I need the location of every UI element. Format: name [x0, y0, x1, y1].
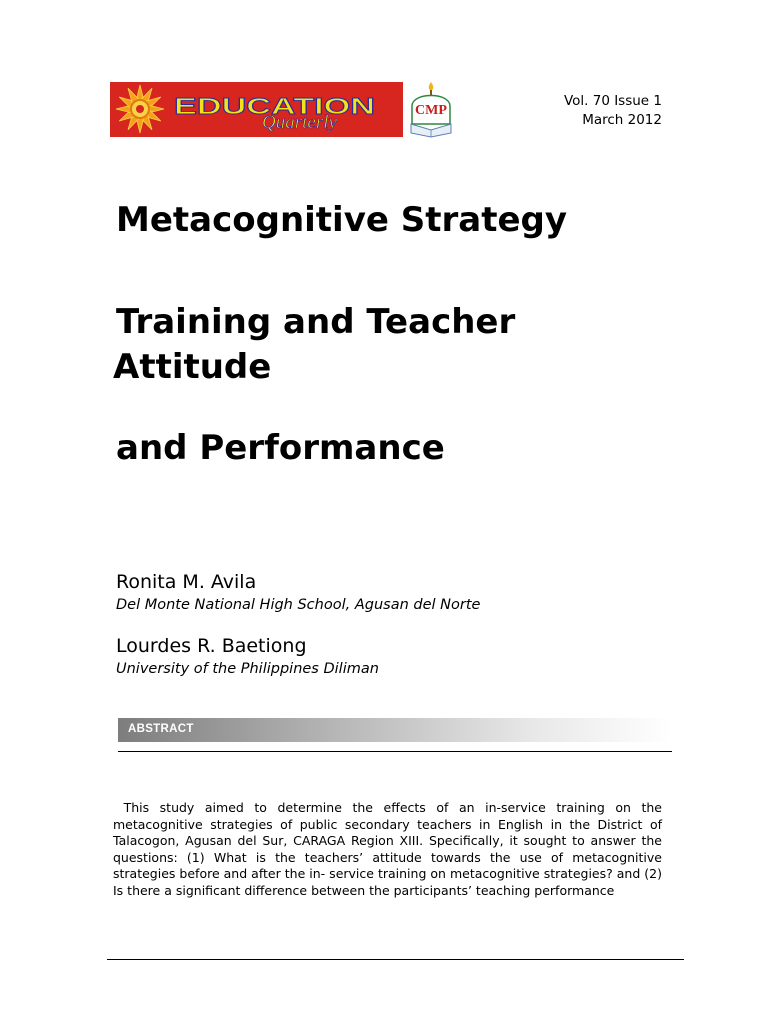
- issue-volume: Vol. 70 Issue 1: [563, 93, 662, 109]
- abstract-heading: ABSTRACT: [128, 723, 194, 735]
- author-affiliation-1: Del Monte National High School, Agusan del Norte: [116, 597, 481, 613]
- journal-name-sub: Quarterly: [262, 112, 337, 133]
- author-affiliation-2: University of the Philippines Diliman: [116, 661, 379, 677]
- footer-divider: [107, 959, 684, 960]
- abstract-header-bar: [118, 718, 672, 742]
- issue-info: [564, 92, 662, 130]
- title-line-3: Attitude: [113, 347, 272, 387]
- journal-banner-logo: [110, 82, 403, 137]
- title-line-4: and Performance: [116, 428, 445, 468]
- title-line-2: Training and Teacher: [116, 302, 516, 342]
- author-name-2: Lourdes R. Baetiong: [116, 635, 307, 657]
- svg-text:CMP: CMP: [415, 103, 447, 118]
- abstract-body: [113, 800, 662, 900]
- divider: [118, 751, 672, 752]
- issue-date: March 2012: [582, 112, 662, 128]
- sun-emblem-icon: [110, 82, 403, 137]
- journal-name-main: EDUCATION: [174, 93, 375, 119]
- author-name-1: Ronita M. Avila: [116, 571, 257, 593]
- title-line-1: Metacognitive Strategy: [116, 200, 568, 240]
- abstract-text: This study aimed to determine the effects of an in-service training on the metacognitive strategies of public secondary teachers in English in the District of Talacogon, Agusan del Sur, CARAGA Region XIII. Specifically, it sought to answer the questions: (1) What is the teachers’ attitude towards the use of metacognitive strategies before and after the in- service training on metacognitive strategies? and (2) Is there a significant difference between the participants’ teaching performance: [113, 800, 662, 898]
- cmp-seal-icon: [403, 80, 460, 138]
